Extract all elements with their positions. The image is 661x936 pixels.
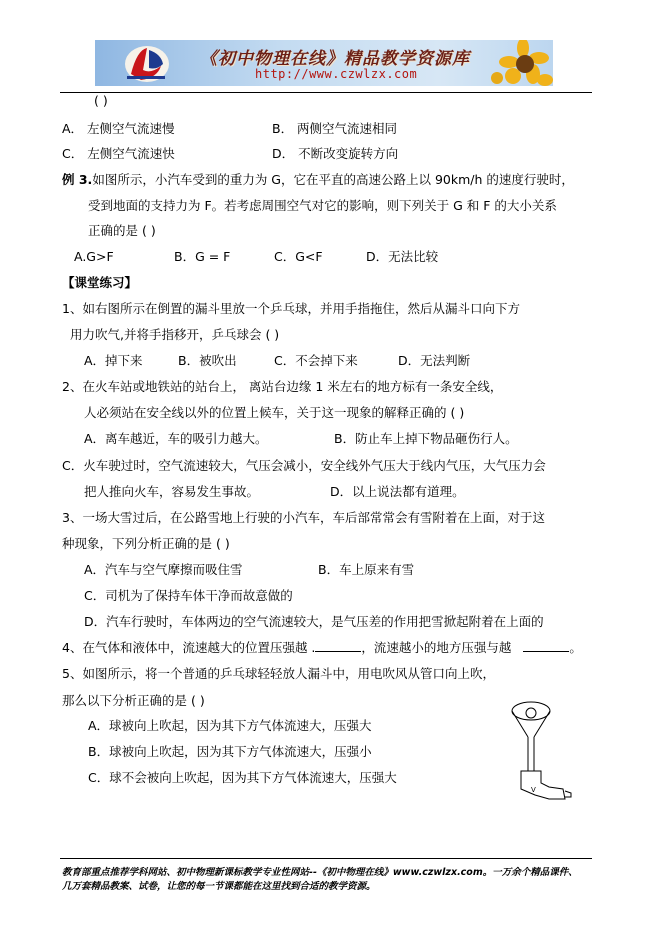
question-3-option-a: A．汽车与空气摩擦而吸住雪	[84, 562, 243, 577]
question-3-line2: 种现象，下列分析正确的是 ( )	[62, 536, 230, 551]
question-3-option-c: C．司机为了保持车体干净而故意做的	[84, 588, 293, 603]
example-3-option-d: D．无法比较	[366, 249, 439, 264]
question-3-option-d: D．汽车行驶时，车体两边的空气流速较大，是气压差的作用把雪掀起附着在上面的	[84, 614, 544, 629]
question-3-option-b: B．车上原来有雪	[318, 562, 415, 577]
banner-title: 《初中物理在线》精品教学资源库	[200, 49, 470, 69]
question-2-option-a: A．离车越近，车的吸引力越大。	[84, 431, 268, 446]
example-3-option-b: B．G = F	[174, 249, 231, 264]
example-3-line3: 正确的是 ( )	[88, 223, 156, 238]
question-5-option-c: C．球不会被向上吹起，因为其下方气体流速大，压强大	[88, 770, 397, 785]
sunflower-icon	[483, 40, 553, 86]
question-1-line2: 用力吹气,并将手指移开，乒乓球会 ( )	[70, 327, 280, 342]
question-4-part2: ，流速越小的地方压强与越	[361, 640, 512, 655]
footer-rule	[60, 858, 592, 859]
question-2-option-c-line1: C．火车驶过时，空气流速较大，气压会减小，安全线外气压大于线内气压，大气压力会	[62, 458, 546, 473]
question-4-part1: 4、在气体和液体中，流速越大的位置压强越 .	[62, 640, 316, 655]
question-2-option-d: D．以上说法都有道理。	[330, 484, 465, 499]
prev-option-a: A． 左侧空气流速慢	[62, 121, 175, 136]
site-logo-icon	[117, 40, 177, 86]
prev-option-c: C． 左侧空气流速快	[62, 146, 175, 161]
svg-text:V: V	[531, 786, 536, 794]
question-5-line2: 那么以下分析正确的是 ( )	[62, 693, 205, 708]
question-1-option-c: C．不会掉下来	[274, 353, 358, 368]
blank-line	[315, 640, 361, 652]
prev-option-d: D． 不断改变旋转方向	[272, 146, 399, 161]
question-1-option-a: A．掉下来	[84, 353, 143, 368]
question-1-option-b: B．被吹出	[178, 353, 237, 368]
question-5-option-b: B．球被向上吹起，因为其下方气体流速大，压强小	[88, 744, 372, 759]
example-3-option-a: A.G>F	[74, 249, 114, 264]
question-2-line2: 人必须站在安全线以外的位置上候车，关于这一现象的解释正确的 ( )	[84, 405, 465, 420]
question-2-option-c-line2: 把人推向火车，容易发生事故。	[84, 484, 260, 499]
footer-line1: 教育部重点推荐学科网站、初中物理新课标教学专业性网站--《初中物理在线》www.czwlzx.com。一万余个精品课件、	[62, 867, 578, 878]
example-3-line1	[62, 172, 574, 188]
example-3-label: 例 3.	[62, 172, 93, 187]
example-3-option-c: C．G<F	[274, 249, 323, 264]
prev-question-paren: ( )	[94, 93, 108, 108]
funnel-dryer-figure	[505, 697, 585, 809]
prev-option-b: B． 两侧空气流速相同	[272, 121, 398, 136]
footer-line2: 几万套精品教案、试卷，让您的每一节课都能在这里找到合适的教学资源。	[62, 881, 376, 892]
question-5-option-a: A．球被向上吹起，因为其下方气体流速大，压强大	[88, 718, 372, 733]
question-2-line1: 2、在火车站或地铁站的站台上， 离站台边缘 1 米左右的地方标有一条安全线，	[62, 379, 503, 394]
question-5-line1: 5、如图所示，将一个普通的乒乓球轻轻放人漏斗中，用电吹风从管口向上吹，	[62, 666, 495, 681]
blank-line	[523, 640, 569, 652]
question-1-line1: 1、如右图所示在倒置的漏斗里放一个乒乓球，并用手指拖住，然后从漏斗口向下方	[62, 301, 520, 316]
example-3-text: 如图所示，小汽车受到的重力为 G，它在平直的高速公路上以 90km/h 的速度行驶时，	[92, 172, 574, 187]
question-4-end: 。	[569, 640, 582, 655]
question-2-option-b: B．防止车上掉下物品砸伤行人。	[334, 431, 518, 446]
header-rule	[60, 92, 592, 93]
question-4	[62, 640, 582, 656]
question-3-line1: 3、一场大雪过后，在公路雪地上行驶的小汽车，车后部常常会有雪附着在上面，对于这	[62, 510, 545, 525]
question-1-option-d: D．无法判断	[398, 353, 471, 368]
section-title: 【课堂练习】	[62, 275, 138, 290]
banner-url: http://www.czwlzx.com	[255, 67, 418, 81]
example-3-line2: 受到地面的支持力为 F。若考虑周围空气对它的影响，则下列关于 G 和 F 的大小关系	[88, 198, 557, 213]
header-banner	[95, 40, 553, 86]
